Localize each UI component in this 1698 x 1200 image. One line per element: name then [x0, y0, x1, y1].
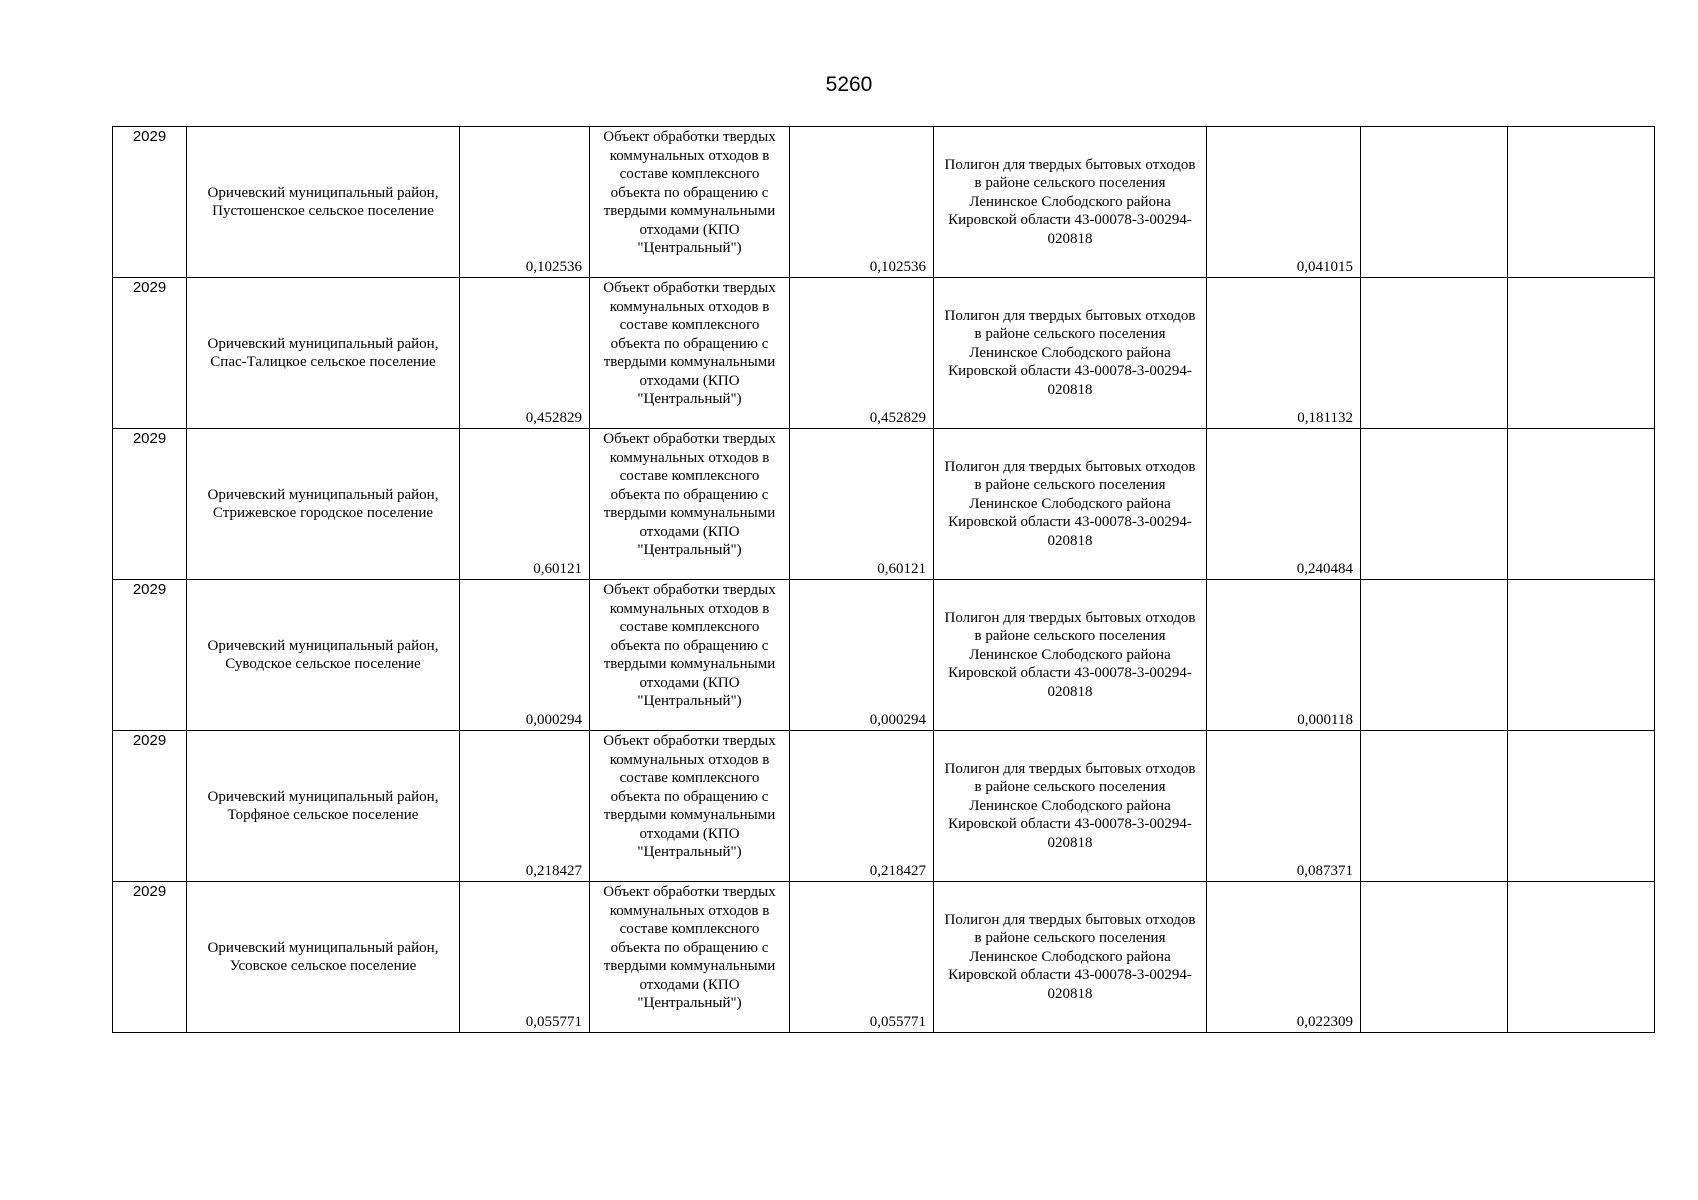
- table-row: [113, 580, 1655, 731]
- table-row: [113, 882, 1655, 1033]
- processing-object-cell: Объект обработки твердых коммунальных отходов в составе комплексного объекта по обращению с твердыми коммунальными отходами (КПО "Центральный"): [590, 580, 790, 731]
- mass-landfill-cell: 0,022309: [1207, 882, 1361, 1033]
- year-cell: 2029: [113, 731, 187, 882]
- municipality-cell: Оричевский муниципальный район, Усовское сельское поселение: [187, 882, 460, 1033]
- landfill-cell: Полигон для твердых бытовых отходов в районе сельского поселения Ленинское Слободского района Кировской области 43-00078-3-00294-020818: [934, 278, 1207, 429]
- mass-generated-cell: 0,000294: [460, 580, 590, 731]
- mass-generated-cell: 0,055771: [460, 882, 590, 1033]
- municipality-cell: Оричевский муниципальный район, Пустошенское сельское поселение: [187, 127, 460, 278]
- page-number: 5260: [825, 73, 873, 96]
- landfill-cell: Полигон для твердых бытовых отходов в районе сельского поселения Ленинское Слободского района Кировской области 43-00078-3-00294-020818: [934, 731, 1207, 882]
- municipality-cell: Оричевский муниципальный район, Стрижевское городское поселение: [187, 429, 460, 580]
- table-row: [113, 127, 1655, 278]
- mass-processed-cell: 0,055771: [790, 882, 934, 1033]
- empty-cell: [1508, 127, 1655, 278]
- mass-processed-cell: 0,60121: [790, 429, 934, 580]
- mass-generated-cell: 0,452829: [460, 278, 590, 429]
- mass-generated-cell: 0,218427: [460, 731, 590, 882]
- empty-cell: [1508, 429, 1655, 580]
- landfill-cell: Полигон для твердых бытовых отходов в районе сельского поселения Ленинское Слободского района Кировской области 43-00078-3-00294-020818: [934, 127, 1207, 278]
- processing-object-cell: Объект обработки твердых коммунальных отходов в составе комплексного объекта по обращению с твердыми коммунальными отходами (КПО "Центральный"): [590, 127, 790, 278]
- processing-object-cell: Объект обработки твердых коммунальных отходов в составе комплексного объекта по обращению с твердыми коммунальными отходами (КПО "Центральный"): [590, 278, 790, 429]
- processing-object-cell: Объект обработки твердых коммунальных отходов в составе комплексного объекта по обращению с твердыми коммунальными отходами (КПО "Центральный"): [590, 882, 790, 1033]
- empty-cell: [1361, 278, 1508, 429]
- empty-cell: [1508, 580, 1655, 731]
- mass-landfill-cell: 0,000118: [1207, 580, 1361, 731]
- table-row: [113, 429, 1655, 580]
- mass-landfill-cell: 0,181132: [1207, 278, 1361, 429]
- municipality-cell: Оричевский муниципальный район, Суводское сельское поселение: [187, 580, 460, 731]
- empty-cell: [1508, 278, 1655, 429]
- processing-object-cell: Объект обработки твердых коммунальных отходов в составе комплексного объекта по обращению с твердыми коммунальными отходами (КПО "Центральный"): [590, 429, 790, 580]
- empty-cell: [1361, 731, 1508, 882]
- mass-processed-cell: 0,218427: [790, 731, 934, 882]
- year-cell: 2029: [113, 882, 187, 1033]
- landfill-cell: Полигон для твердых бытовых отходов в районе сельского поселения Ленинское Слободского района Кировской области 43-00078-3-00294-020818: [934, 429, 1207, 580]
- mass-processed-cell: 0,000294: [790, 580, 934, 731]
- mass-generated-cell: 0,60121: [460, 429, 590, 580]
- processing-object-cell: Объект обработки твердых коммунальных отходов в составе комплексного объекта по обращению с твердыми коммунальными отходами (КПО "Центральный"): [590, 731, 790, 882]
- waste-flow-table: [112, 126, 1655, 1033]
- year-cell: 2029: [113, 429, 187, 580]
- empty-cell: [1508, 731, 1655, 882]
- mass-landfill-cell: 0,087371: [1207, 731, 1361, 882]
- year-cell: 2029: [113, 580, 187, 731]
- table-row: [113, 278, 1655, 429]
- empty-cell: [1361, 429, 1508, 580]
- municipality-cell: Оричевский муниципальный район, Спас-Талицкое сельское поселение: [187, 278, 460, 429]
- table-row: [113, 731, 1655, 882]
- empty-cell: [1361, 882, 1508, 1033]
- mass-processed-cell: 0,102536: [790, 127, 934, 278]
- mass-processed-cell: 0,452829: [790, 278, 934, 429]
- empty-cell: [1508, 882, 1655, 1033]
- mass-landfill-cell: 0,240484: [1207, 429, 1361, 580]
- year-cell: 2029: [113, 278, 187, 429]
- year-cell: 2029: [113, 127, 187, 278]
- landfill-cell: Полигон для твердых бытовых отходов в районе сельского поселения Ленинское Слободского района Кировской области 43-00078-3-00294-020818: [934, 882, 1207, 1033]
- mass-landfill-cell: 0,041015: [1207, 127, 1361, 278]
- empty-cell: [1361, 580, 1508, 731]
- landfill-cell: Полигон для твердых бытовых отходов в районе сельского поселения Ленинское Слободского района Кировской области 43-00078-3-00294-020818: [934, 580, 1207, 731]
- mass-generated-cell: 0,102536: [460, 127, 590, 278]
- empty-cell: [1361, 127, 1508, 278]
- municipality-cell: Оричевский муниципальный район, Торфяное сельское поселение: [187, 731, 460, 882]
